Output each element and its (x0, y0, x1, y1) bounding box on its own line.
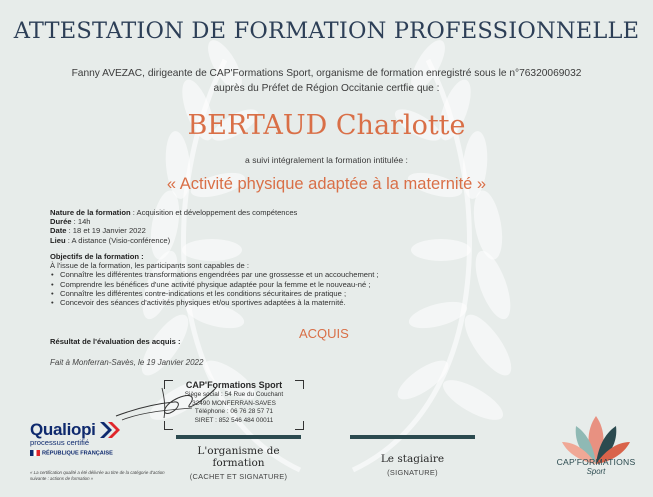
list-item: • Concevoir des séances d'activités physiques et/ou sportives adaptées à la maternité. (60, 298, 530, 307)
result-value: ACQUIS (299, 326, 349, 341)
course-title: « Activité physique adaptée à la maternité » (166, 175, 487, 193)
result-label: Résultat de l'évaluation des acquis : (50, 337, 181, 346)
trainee-name: BERTAUD Charlotte (187, 110, 466, 141)
duree-label: Durée (50, 217, 72, 227)
qualiopi-name: Qualiopi (30, 420, 96, 439)
intro-text (30, 67, 623, 96)
date-value: : 18 et 19 Janvier 2022 (66, 226, 146, 236)
org-signature-sublabel: (CACHET ET SIGNATURE) (189, 472, 288, 481)
stamp-phone: Téléphone : 06 76 28 57 71 (194, 408, 274, 416)
lieu-label: Lieu (50, 235, 66, 245)
french-flag-icon (30, 450, 40, 456)
trainee-signature-sublabel: (SIGNATURE) (387, 468, 438, 477)
objectives-heading: Objectifs de la formation : (50, 252, 144, 261)
followed-text: a suivi intégralement la formation intitulée : (245, 155, 408, 165)
nature-row (50, 208, 530, 217)
stamp-text (164, 380, 304, 425)
list-item: • Connaître les différentes contre-indications et les conditions sécuritaires de pratique ; (60, 289, 530, 298)
republic-label: RÉPUBLIQUE FRANÇAISE (30, 450, 124, 456)
intro-line-2: auprès du Préfet de Région Occitanie certfie que : (213, 82, 440, 94)
objectives-list (50, 270, 530, 307)
trainee-signature-label: Le stagiaire (380, 453, 445, 465)
certificate-title: ATTESTATION DE FORMATION PROFESSIONNELLE (13, 18, 640, 44)
intro-line-1: Fanny AVEZAC, dirigeante de CAP'Formations Sport, organisme de formation enregistré sous le n°76320069032 (71, 68, 582, 79)
duree-value: : 14h (71, 217, 91, 227)
qualiopi-chevrons-icon (98, 420, 124, 440)
stamp-company-name: CAP'Formations Sport (185, 380, 283, 390)
stamp-address: Siège social : 54 Rue du Couchant (184, 391, 284, 398)
qualiopi-header (30, 420, 124, 440)
lieu-row (50, 236, 530, 245)
objectives-intro: À l'issue de la formation, les participants sont capables de : (50, 261, 249, 271)
date-label: Date (50, 226, 67, 236)
capformations-logo-sport: Sport (586, 467, 606, 476)
org-signature-label: L'organisme de formation (197, 445, 280, 469)
list-item: • Comprendre les bénéfices d'une activité physique adaptée pour la femme et le nouveau-né ; (60, 280, 530, 289)
stamp-city: 32490 MONFERRAN-SAVES (192, 399, 276, 407)
place-and-date: Fait à Monferran-Savès, le 19 Janvier 2022 (50, 358, 204, 367)
stamp-siret: SIRET : 852 546 484 00011 (194, 416, 274, 424)
qualiopi-subtitle: processus certifié (30, 438, 90, 447)
org-signature-line (176, 435, 301, 439)
capformations-logo-name: CAP'FORMATIONS (556, 457, 636, 467)
duree-row (50, 217, 530, 226)
nature-label: Nature de la formation (50, 208, 131, 217)
lieu-value: : A distance (Visio-conférence) (65, 235, 171, 245)
list-item: • Connaître les différentes transformations engendrées par une grossesse et un accouchement ; (60, 270, 530, 279)
objectives-section (50, 252, 530, 307)
trainee-signature-line (350, 435, 475, 439)
company-stamp (164, 380, 304, 430)
qualiopi-note: « La certification qualité a été délivrée au titre de la catégorie d'action suivante : actions de formation » (30, 470, 165, 481)
course-details (50, 208, 530, 245)
nature-value: : Acquisition et développement des compétences (130, 208, 298, 217)
qualiopi-logo (30, 420, 124, 456)
date-row (50, 226, 530, 235)
